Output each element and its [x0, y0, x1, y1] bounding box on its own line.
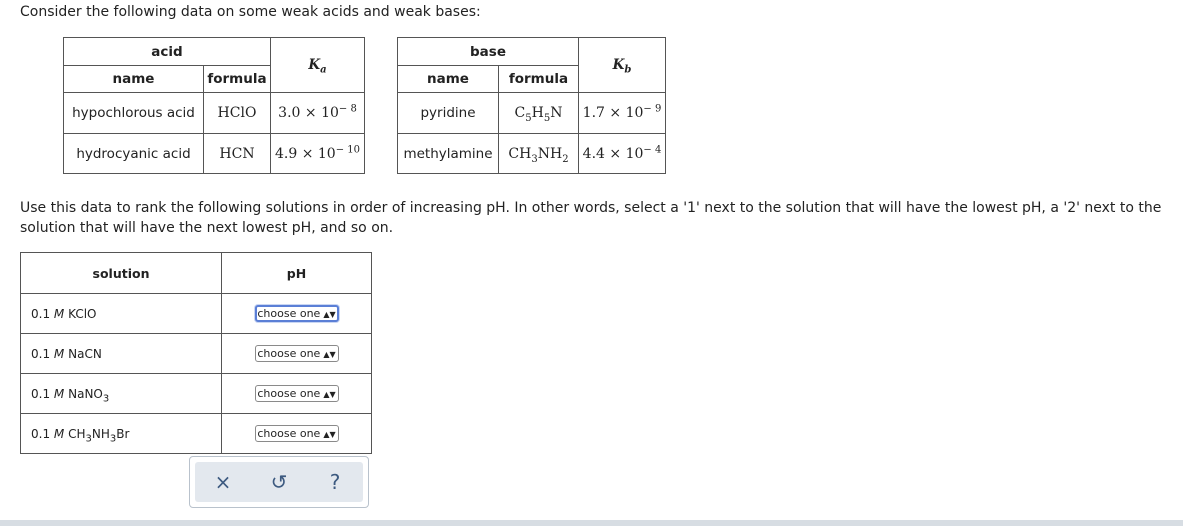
base-name: methylamine — [398, 134, 499, 174]
acid-row — [64, 93, 365, 134]
base-row — [398, 134, 666, 174]
ph-rank-select[interactable]: choose one ▲▼ — [255, 305, 339, 322]
ranking-row — [21, 334, 372, 374]
updown-arrow-icon: ▲▼ — [323, 310, 336, 319]
solution-label: 0.1 M NaNO$_3$ — [21, 374, 222, 414]
acid-group-header: acid — [64, 38, 271, 66]
answer-toolbar — [189, 456, 369, 508]
ph-rank-select[interactable]: choose one ▲▼ — [255, 425, 339, 442]
kb-value: $4.4 \times 10^{- 4}$ — [579, 134, 666, 174]
solution-header: solution — [21, 253, 222, 294]
acid-formula: HCN — [204, 134, 271, 174]
acid-name: hydrocyanic acid — [64, 134, 204, 174]
acid-formula-header: formula — [204, 66, 271, 93]
base-table — [397, 37, 666, 174]
intro-text: Consider the following data on some weak acids and weak bases: — [20, 4, 481, 20]
ph-rank-select[interactable]: choose one ▲▼ — [255, 385, 339, 402]
updown-arrow-icon: ▲▼ — [323, 350, 336, 359]
solution-label: 0.1 M $CH_3NH_3Br$ — [21, 414, 222, 454]
updown-arrow-icon: ▲▼ — [323, 430, 336, 439]
solution-label: 0.1 M NaCN — [21, 334, 222, 374]
ranking-table — [20, 252, 372, 454]
kb-value: $1.7 \times 10^{- 9}$ — [579, 93, 666, 134]
ph-rank-select[interactable]: choose one ▲▼ — [255, 345, 339, 362]
base-formula: $C_5H_5N$ — [499, 93, 579, 134]
base-name-header: name — [398, 66, 499, 93]
updown-arrow-icon: ▲▼ — [323, 390, 336, 399]
acid-table — [63, 37, 365, 174]
acid-name-header: name — [64, 66, 204, 93]
base-row — [398, 93, 666, 134]
base-formula: $CH_3NH_2$ — [499, 134, 579, 174]
acid-name: hypochlorous acid — [64, 93, 204, 134]
ranking-row — [21, 294, 372, 334]
solution-label: 0.1 M KClO — [21, 294, 222, 334]
ka-value: $4.9 \times 10^{- 10}$ — [271, 134, 365, 174]
base-group-header: base — [398, 38, 579, 66]
kb-header: $K_b$ — [579, 38, 666, 93]
ranking-row — [21, 374, 372, 414]
acid-formula: HClO — [204, 93, 271, 134]
base-formula-header: formula — [499, 66, 579, 93]
ranking-row — [21, 414, 372, 454]
ka-value: $3.0 \times 10^{- 8}$ — [271, 93, 365, 134]
ph-header: pH — [222, 253, 372, 294]
help-icon[interactable]: ? — [329, 470, 341, 494]
instructions-text: Use this data to rank the following solutions in order of increasing pH. In other words, select a '1' next to the solution that will have the lowest pH, a '2' next to the solution that will have the next lowest pH, and so on. — [20, 200, 1162, 236]
acid-row — [64, 134, 365, 174]
base-name: pyridine — [398, 93, 499, 134]
ka-header: $K_a$ — [271, 38, 365, 93]
bottom-divider — [0, 520, 1183, 526]
undo-icon[interactable]: ↺ — [270, 470, 288, 494]
clear-icon[interactable]: × — [214, 470, 232, 494]
